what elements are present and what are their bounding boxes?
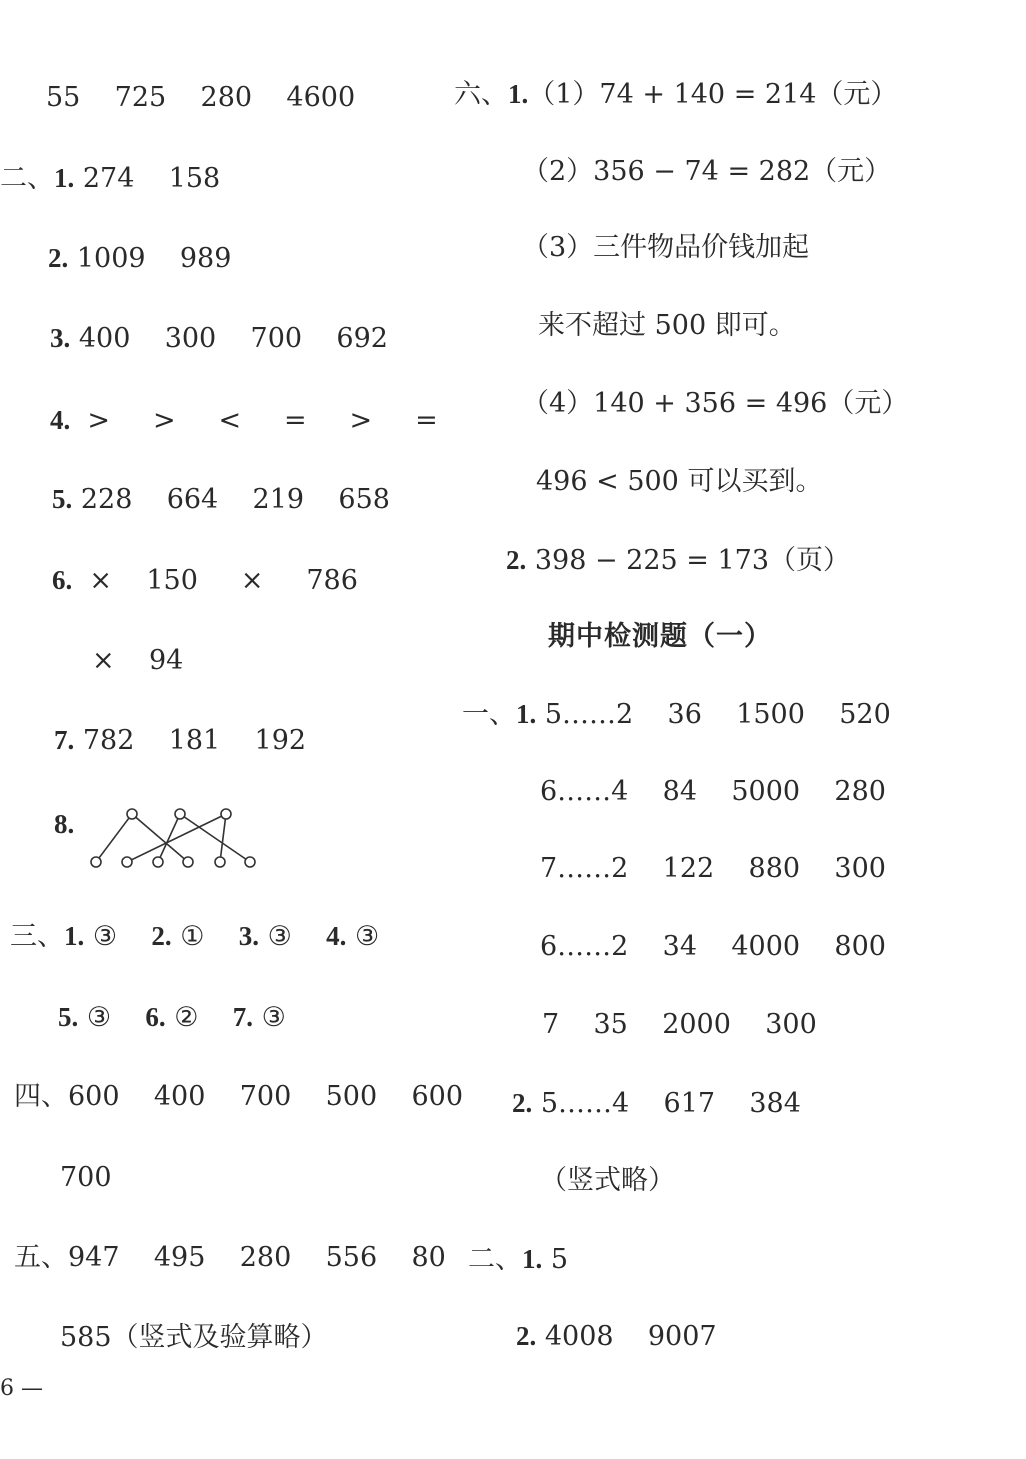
answer-line: 6……4 84 5000 280 (540, 776, 886, 807)
bottom-node (245, 857, 255, 867)
answer-line: 3. 400 300 700 692 (50, 323, 388, 354)
section-heading: 期中检测题（一） (548, 621, 772, 652)
answer-line: 二、1. 5 (468, 1244, 569, 1275)
top-node (221, 809, 231, 819)
answer-line: （4）140 + 356 = 496（元） (522, 388, 909, 419)
answer-line: 6……2 34 4000 800 (540, 931, 886, 962)
answer-line: 二、1. 274 158 (0, 163, 221, 194)
answer-line: 2. 5……4 617 384 (512, 1088, 801, 1119)
answer-line: 5. 228 664 219 658 (52, 484, 390, 515)
answer-line: 496 < 500 可以买到。 (536, 466, 823, 497)
answer-line: 7 35 2000 300 (542, 1009, 817, 1040)
bottom-node (183, 857, 193, 867)
answer-line: 8. (54, 809, 75, 839)
bottom-node (215, 857, 225, 867)
page-number: 6 — (0, 1376, 43, 1401)
answer-line: 4. > > < = > = (50, 405, 438, 436)
answer-line: 7……2 122 880 300 (540, 853, 886, 884)
answer-line: 五、947 495 280 556 80 (14, 1242, 446, 1273)
answer-line: × 94 (92, 645, 184, 676)
answer-line: 55 725 280 4600 (46, 82, 356, 113)
bottom-node (122, 857, 132, 867)
match-line (180, 814, 250, 862)
answer-line: 2. 398 − 225 = 173（页） (506, 545, 851, 576)
answer-line: 六、1.（1）74 + 140 = 214（元） (454, 79, 898, 110)
answer-line: 三、1. ③ 2. ① 3. ③ 4. ③ (10, 921, 380, 952)
answer-line: 四、600 400 700 500 600 (14, 1081, 463, 1112)
bottom-node (91, 857, 101, 867)
top-node (127, 809, 137, 819)
answer-line: （竖式略） (540, 1165, 675, 1196)
answer-line: 585（竖式及验算略） (60, 1322, 328, 1353)
answer-line: 5. ③ 6. ② 7. ③ (58, 1002, 286, 1033)
matching-diagram (80, 800, 270, 872)
answer-line: （2）356 − 74 = 282（元） (522, 156, 892, 187)
answer-line: 2. 1009 989 (48, 243, 232, 274)
answer-line: 来不超过 500 即可。 (538, 310, 796, 341)
top-node (175, 809, 185, 819)
match-line (220, 814, 226, 862)
answer-line: 2. 4008 9007 (516, 1321, 717, 1352)
match-line (96, 814, 132, 862)
answer-line: 700 (60, 1162, 112, 1193)
answer-line: 一、1. 5……2 36 1500 520 (462, 699, 891, 730)
bottom-node (153, 857, 163, 867)
answer-line: 7. 782 181 192 (54, 725, 307, 756)
answer-line: 6. × 150 × 786 (52, 565, 358, 596)
answer-line: （3）三件物品价钱加起 (522, 232, 810, 263)
